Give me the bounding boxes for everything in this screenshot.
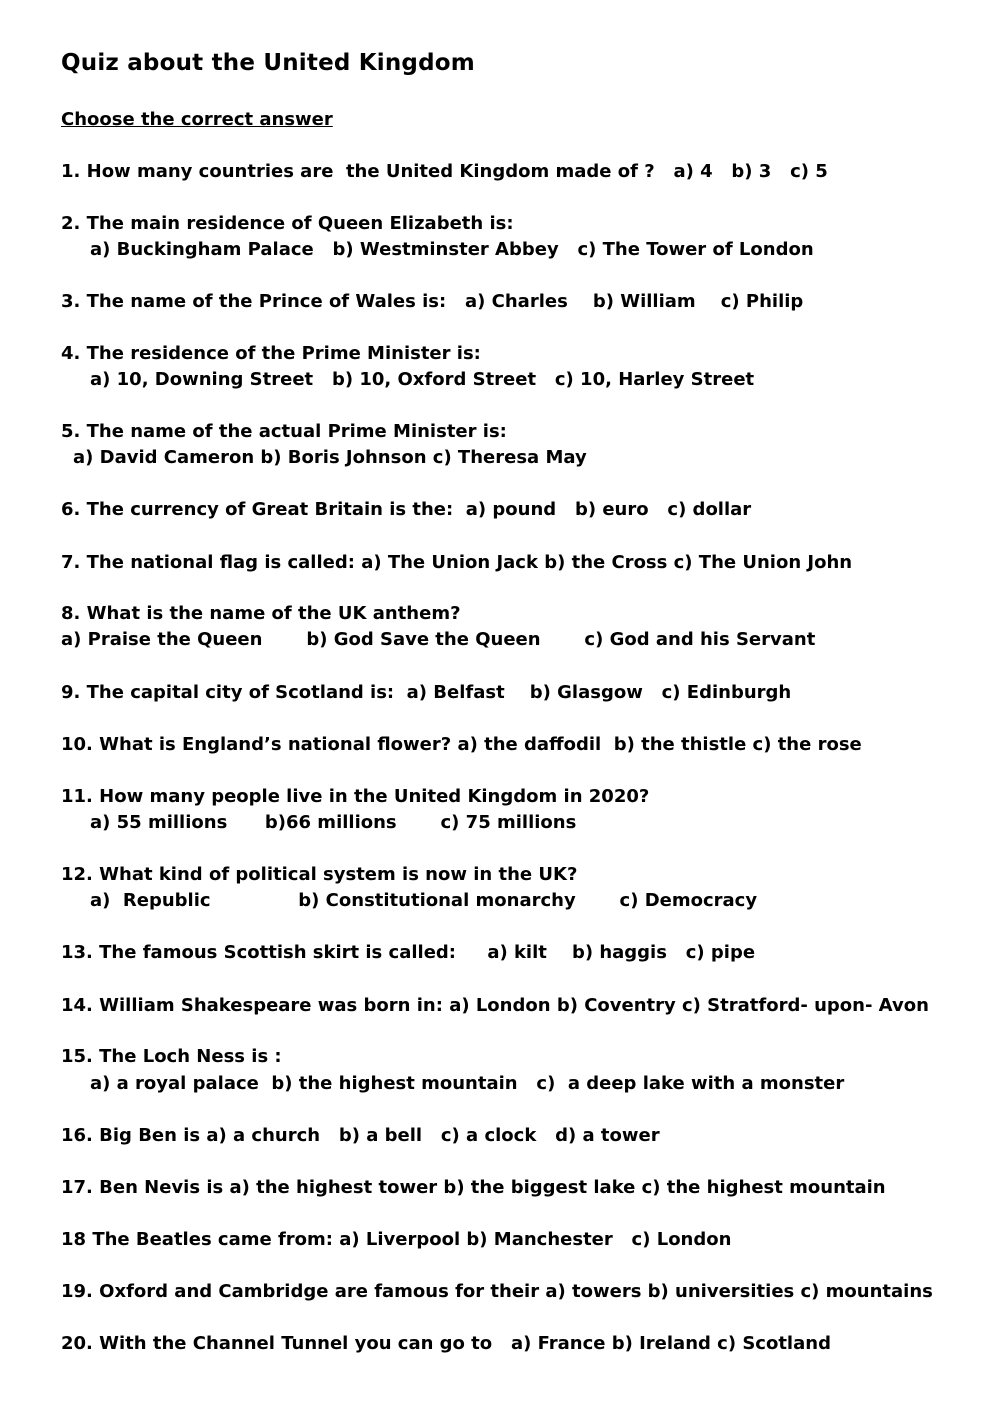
question-12: 12. What kind of political system is now in the UK? xyxy=(61,864,578,885)
question-4-options: a) 10, Downing Street b) 10, Oxford Street c) 10, Harley Street xyxy=(90,369,755,390)
question-11: 11. How many people live in the United Kingdom in 2020? xyxy=(61,786,650,807)
question-5-options: a) David Cameron b) Boris Johnson c) Theresa May xyxy=(73,447,587,468)
question-19: 19. Oxford and Cambridge are famous for their a) towers b) universities c) mountains xyxy=(61,1281,933,1302)
question-20: 20. With the Channel Tunnel you can go to a) France b) Ireland c) Scotland xyxy=(61,1333,831,1354)
question-1: 1. How many countries are the United Kingdom made of ? a) 4 b) 3 c) 5 xyxy=(61,161,828,182)
question-3: 3. The name of the Prince of Wales is: a) Charles b) William c) Philip xyxy=(61,291,804,312)
question-4: 4. The residence of the Prime Minister is: xyxy=(61,343,481,364)
question-5: 5. The name of the actual Prime Minister is: xyxy=(61,421,507,442)
question-8-options: a) Praise the Queen b) God Save the Queen c) God and his Servant xyxy=(61,629,816,650)
question-15-options: a) a royal palace b) the highest mountain c) a deep lake with a monster xyxy=(90,1073,845,1094)
question-15: 15. The Loch Ness is : xyxy=(61,1046,282,1067)
question-17: 17. Ben Nevis is a) the highest tower b) the biggest lake c) the highest mountain xyxy=(61,1177,886,1198)
question-8: 8. What is the name of the UK anthem? xyxy=(61,603,461,624)
question-16: 16. Big Ben is a) a church b) a bell c) a clock d) a tower xyxy=(61,1125,660,1146)
question-18: 18 The Beatles came from: a) Liverpool b) Manchester c) London xyxy=(61,1229,732,1250)
question-2: 2. The main residence of Queen Elizabeth is: xyxy=(61,213,514,234)
question-11-options: a) 55 millions b)66 millions c) 75 millions xyxy=(90,812,577,833)
question-14: 14. William Shakespeare was born in: a) London b) Coventry c) Stratford- upon- Avon xyxy=(61,995,929,1016)
question-9: 9. The capital city of Scotland is: a) Belfast b) Glasgow c) Edinburgh xyxy=(61,682,792,703)
question-7: 7. The national flag is called: a) The Union Jack b) the Cross c) The Union John xyxy=(61,552,853,573)
question-12-options: a) Republic b) Constitutional monarchy c) Democracy xyxy=(90,890,758,911)
question-13: 13. The famous Scottish skirt is called: a) kilt b) haggis c) pipe xyxy=(61,942,756,963)
question-2-options: a) Buckingham Palace b) Westminster Abbey c) The Tower of London xyxy=(90,239,814,260)
instruction-heading: Choose the correct answer xyxy=(61,109,333,130)
question-6: 6. The currency of Great Britain is the: a) pound b) euro c) dollar xyxy=(61,499,752,520)
page-title: Quiz about the United Kingdom xyxy=(61,50,475,76)
question-10: 10. What is England’s national flower? a) the daffodil b) the thistle c) the rose xyxy=(61,734,862,755)
